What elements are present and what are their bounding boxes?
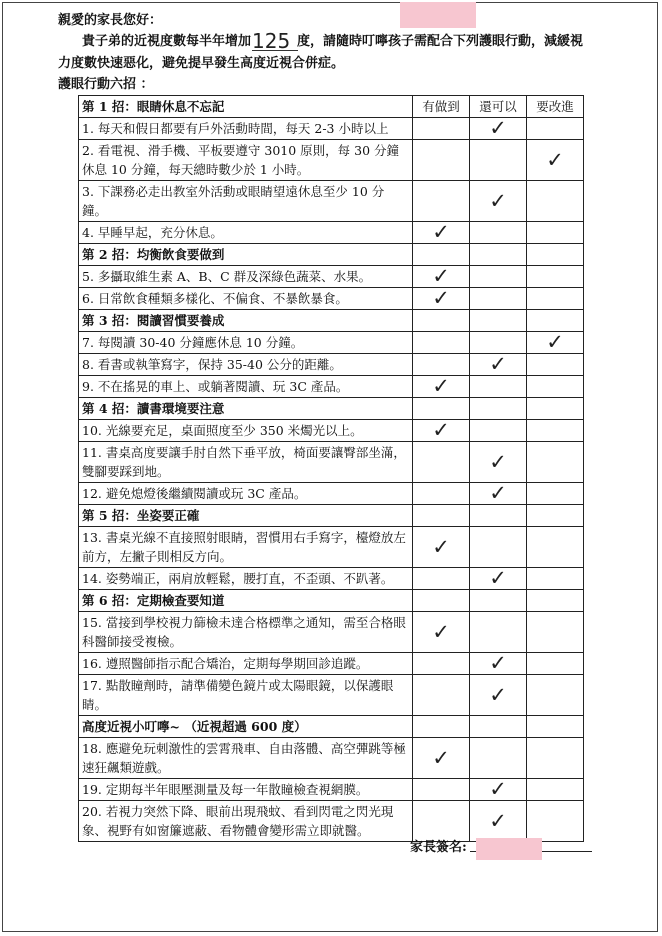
check-cell-3[interactable] bbox=[527, 568, 584, 590]
check-cell-2[interactable] bbox=[470, 801, 527, 842]
subtitle: 護眼行動六招 ： bbox=[58, 77, 154, 92]
checklist-row bbox=[79, 653, 584, 675]
check-cell-2[interactable] bbox=[470, 354, 527, 376]
check-mark-icon: ✓ bbox=[489, 449, 507, 474]
column-header-1: 有做到 bbox=[413, 96, 470, 118]
item-text: 2. 看電視、滑手機、平板要遵守 3010 原則，每 30 分鐘休息 10 分鐘，每天總時數少於 1 小時。 bbox=[79, 140, 413, 181]
check-cell-1[interactable] bbox=[413, 653, 470, 675]
item-text: 18. 應避免玩刺激性的雲霄飛車、自由落體、高空彈跳等極速狂飆類遊戲。 bbox=[79, 738, 413, 779]
check-cell-1[interactable] bbox=[413, 222, 470, 244]
check-cell-1[interactable] bbox=[413, 118, 470, 140]
check-cell-3[interactable] bbox=[527, 266, 584, 288]
empty-cell bbox=[413, 716, 470, 738]
check-cell-1[interactable] bbox=[413, 181, 470, 222]
column-header-2: 還可以 bbox=[470, 96, 527, 118]
checklist-row bbox=[79, 332, 584, 354]
check-cell-2[interactable] bbox=[470, 568, 527, 590]
check-mark-icon: ✓ bbox=[432, 264, 450, 288]
item-text: 12. 避免熄燈後繼續閱讀或玩 3C 產品。 bbox=[79, 483, 413, 505]
section-header-row bbox=[79, 310, 584, 332]
check-mark-icon: ✓ bbox=[432, 418, 450, 442]
empty-cell bbox=[527, 716, 584, 738]
check-cell-3[interactable] bbox=[527, 376, 584, 398]
section-title: 第 4 招：讀書環境要注意 bbox=[79, 398, 413, 420]
check-cell-2[interactable] bbox=[470, 420, 527, 442]
section-title: 第 5 招：坐姿要正確 bbox=[79, 505, 413, 527]
check-cell-3[interactable] bbox=[527, 181, 584, 222]
checklist-row bbox=[79, 140, 584, 181]
checklist-row bbox=[79, 779, 584, 801]
item-text: 17. 點散瞳劑時，請準備變色鏡片或太陽眼鏡，以保護眼睛。 bbox=[79, 675, 413, 716]
check-cell-1[interactable] bbox=[413, 779, 470, 801]
empty-cell bbox=[527, 505, 584, 527]
check-cell-2[interactable] bbox=[470, 140, 527, 181]
check-cell-1[interactable] bbox=[413, 738, 470, 779]
check-mark-icon: ✓ bbox=[432, 534, 450, 559]
checklist-row bbox=[79, 568, 584, 590]
section-header-row bbox=[79, 244, 584, 266]
empty-cell bbox=[527, 398, 584, 420]
section-title: 第 2 招：均衡飲食要做到 bbox=[79, 244, 413, 266]
item-text: 5. 多攝取維生素 A、B、C 群及深綠色蔬菜、水果。 bbox=[79, 266, 413, 288]
check-mark-icon: ✓ bbox=[489, 682, 507, 707]
empty-cell bbox=[413, 590, 470, 612]
empty-cell bbox=[527, 244, 584, 266]
check-cell-2[interactable] bbox=[470, 181, 527, 222]
checklist-row bbox=[79, 442, 584, 483]
check-mark-icon: ✓ bbox=[489, 352, 507, 376]
checklist-row bbox=[79, 288, 584, 310]
check-mark-icon: ✓ bbox=[546, 147, 564, 172]
empty-cell bbox=[413, 310, 470, 332]
checklist-row bbox=[79, 675, 584, 716]
check-mark-icon: ✓ bbox=[432, 286, 450, 310]
check-mark-icon: ✓ bbox=[432, 745, 450, 770]
column-header-3: 要改進 bbox=[527, 96, 584, 118]
signature-label: 家長簽名: bbox=[410, 840, 467, 855]
item-text: 3. 下課務必走出教室外活動或眼睛望遠休息至少 10 分鐘。 bbox=[79, 181, 413, 222]
check-mark-icon: ✓ bbox=[489, 651, 507, 675]
check-mark-icon: ✓ bbox=[546, 330, 564, 354]
check-cell-3[interactable] bbox=[527, 738, 584, 779]
section-title: 第 3 招：閱讀習慣要養成 bbox=[79, 310, 413, 332]
item-text: 8. 看書或執筆寫字，保持 35-40 公分的距離。 bbox=[79, 354, 413, 376]
section-header-row bbox=[79, 716, 584, 738]
blank-underline bbox=[252, 50, 298, 51]
section-header-row bbox=[79, 398, 584, 420]
check-cell-1[interactable] bbox=[413, 266, 470, 288]
check-cell-1[interactable] bbox=[413, 140, 470, 181]
checklist-row bbox=[79, 420, 584, 442]
item-text: 14. 姿勢端正，兩肩放輕鬆，腰打直，不歪頭、不趴著。 bbox=[79, 568, 413, 590]
section-title: 第 1 招：眼睛休息不忘記 bbox=[79, 96, 413, 118]
check-cell-3[interactable] bbox=[527, 222, 584, 244]
empty-cell bbox=[470, 310, 527, 332]
check-cell-2[interactable] bbox=[470, 527, 527, 568]
check-cell-2[interactable] bbox=[470, 266, 527, 288]
check-cell-1[interactable] bbox=[413, 527, 470, 568]
checklist-row bbox=[79, 181, 584, 222]
check-mark-icon: ✓ bbox=[489, 777, 507, 801]
check-mark-icon: ✓ bbox=[432, 220, 450, 244]
item-text: 1. 每天和假日都要有戶外活動時間，每天 2-3 小時以上 bbox=[79, 118, 413, 140]
checklist-row bbox=[79, 266, 584, 288]
item-text: 16. 遵照醫師指示配合矯治，定期每學期回診追蹤。 bbox=[79, 653, 413, 675]
check-cell-1[interactable] bbox=[413, 376, 470, 398]
checklist-row bbox=[79, 376, 584, 398]
empty-cell bbox=[413, 505, 470, 527]
empty-cell bbox=[413, 398, 470, 420]
checklist-row bbox=[79, 612, 584, 653]
section-title: 高度近視小叮嚀~ （近視超過 600 度） bbox=[79, 716, 413, 738]
check-mark-icon: ✓ bbox=[432, 619, 450, 644]
check-cell-2[interactable] bbox=[470, 442, 527, 483]
check-cell-3[interactable] bbox=[527, 612, 584, 653]
section-title: 第 6 招：定期檢查要知道 bbox=[79, 590, 413, 612]
check-cell-1[interactable] bbox=[413, 420, 470, 442]
check-cell-1[interactable] bbox=[413, 288, 470, 310]
check-cell-2[interactable] bbox=[470, 779, 527, 801]
check-cell-1[interactable] bbox=[413, 332, 470, 354]
eye-care-checklist-table bbox=[78, 95, 584, 842]
item-text: 9. 不在搖晃的車上、或躺著閱讀、玩 3C 產品。 bbox=[79, 376, 413, 398]
greeting: 親愛的家長您好： bbox=[58, 13, 163, 28]
check-cell-1[interactable] bbox=[413, 483, 470, 505]
check-cell-3[interactable] bbox=[527, 354, 584, 376]
item-text: 11. 書桌高度要讓手肘自然下垂平放，椅面要讓臀部坐滿，雙腳要踩到地。 bbox=[79, 442, 413, 483]
check-cell-1[interactable] bbox=[413, 442, 470, 483]
checklist-row bbox=[79, 483, 584, 505]
item-text: 13. 書桌光線不直接照射眼睛，習慣用右手寫字，檯燈放左前方，左撇子則相反方向。 bbox=[79, 527, 413, 568]
item-text: 19. 定期每半年眼壓測量及每一年散瞳檢查視網膜。 bbox=[79, 779, 413, 801]
section-header-row bbox=[79, 96, 584, 118]
checklist-row bbox=[79, 118, 584, 140]
check-cell-2[interactable] bbox=[470, 483, 527, 505]
section-header-row bbox=[79, 505, 584, 527]
handwritten-degree-value: 125 bbox=[252, 29, 291, 53]
check-cell-2[interactable] bbox=[470, 376, 527, 398]
check-cell-3[interactable] bbox=[527, 118, 584, 140]
redaction-block-top bbox=[400, 2, 476, 28]
section-header-row bbox=[79, 590, 584, 612]
check-cell-2[interactable] bbox=[470, 222, 527, 244]
check-cell-2[interactable] bbox=[470, 288, 527, 310]
check-mark-icon: ✓ bbox=[489, 116, 507, 140]
item-text: 6. 日常飲食種類多樣化、不偏食、不暴飲暴食。 bbox=[79, 288, 413, 310]
check-cell-2[interactable] bbox=[470, 332, 527, 354]
check-cell-1[interactable] bbox=[413, 354, 470, 376]
empty-cell bbox=[470, 716, 527, 738]
check-cell-2[interactable] bbox=[470, 653, 527, 675]
item-text: 10. 光線要充足，桌面照度至少 350 米燭光以上。 bbox=[79, 420, 413, 442]
check-cell-2[interactable] bbox=[470, 612, 527, 653]
check-cell-3[interactable] bbox=[527, 527, 584, 568]
check-cell-3[interactable] bbox=[527, 483, 584, 505]
check-mark-icon: ✓ bbox=[489, 808, 507, 833]
empty-cell bbox=[527, 590, 584, 612]
item-text: 20. 若視力突然下降、眼前出現飛蚊、看到閃電之閃光現象、視野有如窗簾遮蔽、看物體會變形需立即就醫。 bbox=[79, 801, 413, 842]
check-cell-1[interactable] bbox=[413, 612, 470, 653]
item-text: 7. 每閱讀 30-40 分鐘應休息 10 分鐘。 bbox=[79, 332, 413, 354]
check-cell-3[interactable] bbox=[527, 442, 584, 483]
checklist-row bbox=[79, 222, 584, 244]
checklist-row bbox=[79, 354, 584, 376]
check-cell-1[interactable] bbox=[413, 675, 470, 716]
empty-cell bbox=[470, 398, 527, 420]
checklist-row bbox=[79, 738, 584, 779]
check-mark-icon: ✓ bbox=[489, 566, 507, 590]
checklist-row bbox=[79, 527, 584, 568]
check-cell-3[interactable] bbox=[527, 420, 584, 442]
check-cell-3[interactable] bbox=[527, 675, 584, 716]
empty-cell bbox=[413, 244, 470, 266]
check-cell-3[interactable] bbox=[527, 801, 584, 842]
check-cell-2[interactable] bbox=[470, 675, 527, 716]
check-cell-3[interactable] bbox=[527, 140, 584, 181]
check-cell-1[interactable] bbox=[413, 568, 470, 590]
empty-cell bbox=[527, 310, 584, 332]
empty-cell bbox=[470, 244, 527, 266]
check-cell-3[interactable] bbox=[527, 332, 584, 354]
check-cell-2[interactable] bbox=[470, 118, 527, 140]
intro-line-1 bbox=[82, 31, 583, 53]
item-text: 15. 當接到學校視力篩檢未達合格標準之通知，需至合格眼科醫師接受複檢。 bbox=[79, 612, 413, 653]
check-cell-3[interactable] bbox=[527, 779, 584, 801]
redaction-block-signature bbox=[476, 838, 542, 860]
check-mark-icon: ✓ bbox=[489, 481, 507, 505]
intro-before-blank: 貴子弟的近視度數每半年增加 bbox=[82, 34, 252, 49]
empty-cell bbox=[470, 590, 527, 612]
empty-cell bbox=[470, 505, 527, 527]
check-mark-icon: ✓ bbox=[489, 188, 507, 213]
checklist-row bbox=[79, 801, 584, 842]
item-text: 4. 早睡早起，充分休息。 bbox=[79, 222, 413, 244]
intro-line-2: 力度數快速惡化，避免提早發生高度近視合併症。 bbox=[58, 56, 345, 71]
check-cell-3[interactable] bbox=[527, 288, 584, 310]
intro-after-blank: 度，請隨時叮嚀孩子需配合下列護眼行動，減緩視 bbox=[297, 34, 584, 49]
check-cell-3[interactable] bbox=[527, 653, 584, 675]
check-cell-2[interactable] bbox=[470, 738, 527, 779]
check-mark-icon: ✓ bbox=[432, 374, 450, 398]
